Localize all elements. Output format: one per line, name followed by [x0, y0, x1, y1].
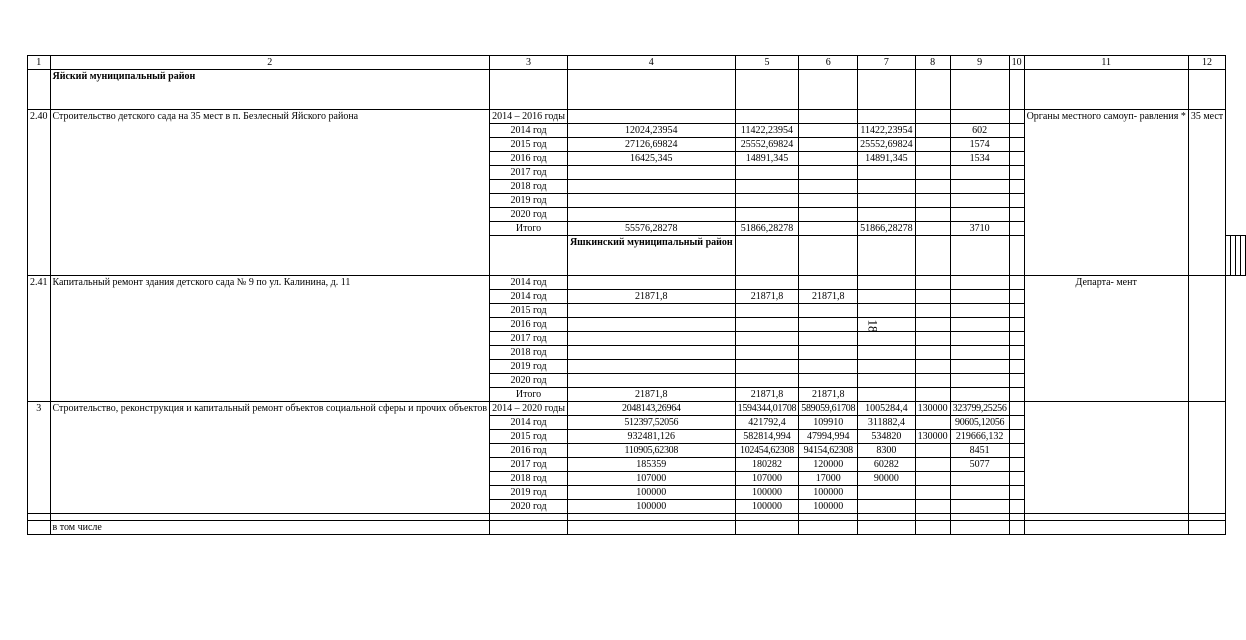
value-cell	[950, 346, 1009, 360]
value-cell: 323799,25256	[950, 402, 1009, 416]
value-cell	[915, 180, 950, 194]
value-cell	[915, 374, 950, 388]
value-cell: 130000	[915, 430, 950, 444]
value-cell: 12024,23954	[567, 124, 735, 138]
col-header: 8	[915, 56, 950, 70]
value-cell	[915, 458, 950, 472]
district-name: Яйский муниципальный район	[50, 70, 490, 110]
value-cell	[799, 110, 858, 124]
value-cell	[858, 180, 916, 194]
value-cell: 1594344,01708	[735, 402, 799, 416]
value-cell	[915, 444, 950, 458]
value-cell	[735, 360, 799, 374]
value-cell: 589059,61708	[799, 402, 858, 416]
value-cell	[799, 304, 858, 318]
value-cell	[799, 152, 858, 166]
value-cell: 180282	[735, 458, 799, 472]
value-cell: 2048143,26964	[567, 402, 735, 416]
value-cell: 100000	[799, 486, 858, 500]
year-cell: 2014 год	[490, 416, 568, 430]
value-cell	[567, 318, 735, 332]
value-cell	[950, 360, 1009, 374]
value-cell: 102454,62308	[735, 444, 799, 458]
year-cell: 2014 – 2020 годы	[490, 402, 568, 416]
value-cell: 11422,23954	[735, 124, 799, 138]
year-cell: 2015 год	[490, 138, 568, 152]
program-table	[27, 55, 1246, 535]
table-row	[28, 521, 1246, 535]
value-cell: 27126,69824	[567, 138, 735, 152]
value-cell	[915, 208, 950, 222]
item-number: 2.40	[28, 110, 51, 276]
column-number-row	[28, 56, 1246, 70]
value-cell: 1534	[950, 152, 1009, 166]
district-row	[28, 70, 1246, 110]
value-cell	[950, 374, 1009, 388]
value-cell: 94154,62308	[799, 444, 858, 458]
value-cell: 51866,28278	[858, 222, 916, 236]
value-cell	[799, 166, 858, 180]
year-cell: 2018 год	[490, 180, 568, 194]
value-cell	[950, 500, 1009, 514]
value-cell: 14891,345	[735, 152, 799, 166]
value-cell	[915, 388, 950, 402]
col-header: 2	[50, 56, 490, 70]
table-row	[28, 276, 1246, 290]
including-label: в том числе	[50, 521, 490, 535]
value-cell	[735, 276, 799, 290]
value-cell	[735, 208, 799, 222]
year-cell: 2014 – 2016 годы	[490, 110, 568, 124]
value-cell	[735, 180, 799, 194]
value-cell	[567, 346, 735, 360]
value-cell: 311882,4	[858, 416, 916, 430]
value-cell	[858, 166, 916, 180]
year-cell: 2014 год	[490, 290, 568, 304]
value-cell	[799, 318, 858, 332]
year-cell: 2014 год	[490, 124, 568, 138]
value-cell: 100000	[567, 486, 735, 500]
value-cell	[567, 374, 735, 388]
value-cell	[950, 208, 1009, 222]
value-cell	[567, 180, 735, 194]
col-header: 10	[1009, 56, 1024, 70]
value-cell	[799, 360, 858, 374]
value-cell	[858, 208, 916, 222]
value-cell	[799, 194, 858, 208]
value-cell	[950, 180, 1009, 194]
value-cell	[858, 486, 916, 500]
value-cell: 21871,8	[735, 290, 799, 304]
value-cell: 219666,132	[950, 430, 1009, 444]
value-cell	[950, 332, 1009, 346]
value-cell: 60282	[858, 458, 916, 472]
year-cell: 2019 год	[490, 486, 568, 500]
value-cell	[858, 360, 916, 374]
value-cell: 8451	[950, 444, 1009, 458]
value-cell: 107000	[567, 472, 735, 486]
value-cell	[735, 374, 799, 388]
value-cell	[735, 166, 799, 180]
value-cell	[915, 166, 950, 180]
value-cell	[735, 318, 799, 332]
value-cell	[950, 290, 1009, 304]
value-cell: 25552,69824	[858, 138, 916, 152]
value-cell: 185359	[567, 458, 735, 472]
value-cell	[858, 276, 916, 290]
value-cell: 8300	[858, 444, 916, 458]
value-cell	[915, 332, 950, 346]
col-header: 3	[490, 56, 568, 70]
value-cell	[915, 304, 950, 318]
value-cell	[735, 346, 799, 360]
value-cell: 110905,62308	[567, 444, 735, 458]
executor-cell: Органы местного самоуп- равления *	[1024, 110, 1188, 276]
value-cell	[915, 486, 950, 500]
value-cell: 100000	[799, 500, 858, 514]
year-cell: 2018 год	[490, 346, 568, 360]
value-cell: 534820	[858, 430, 916, 444]
value-cell	[735, 110, 799, 124]
value-cell	[858, 290, 916, 304]
value-cell	[799, 180, 858, 194]
value-cell	[915, 290, 950, 304]
executor-cell: Департа- мент	[1024, 276, 1188, 402]
value-cell: 1005284,4	[858, 402, 916, 416]
value-cell	[858, 110, 916, 124]
value-cell: 55576,28278	[567, 222, 735, 236]
value-cell	[950, 318, 1009, 332]
value-cell	[858, 500, 916, 514]
value-cell: 130000	[915, 402, 950, 416]
year-cell: 2017 год	[490, 332, 568, 346]
value-cell: 582814,994	[735, 430, 799, 444]
value-cell	[915, 360, 950, 374]
value-cell	[735, 332, 799, 346]
value-cell: 1574	[950, 138, 1009, 152]
value-cell	[950, 304, 1009, 318]
year-cell: 2020 год	[490, 500, 568, 514]
value-cell: 932481,126	[567, 430, 735, 444]
value-cell: 3710	[950, 222, 1009, 236]
value-cell: 51866,28278	[735, 222, 799, 236]
item-number: 3	[28, 402, 51, 514]
value-cell	[567, 208, 735, 222]
value-cell: 109910	[799, 416, 858, 430]
value-cell	[799, 138, 858, 152]
value-cell	[567, 276, 735, 290]
col-header: 12	[1188, 56, 1225, 70]
value-cell	[799, 124, 858, 138]
year-cell: 2014 год	[490, 276, 568, 290]
value-cell: 21871,8	[799, 290, 858, 304]
page-number: 18	[865, 319, 881, 333]
value-cell	[915, 110, 950, 124]
value-cell	[915, 124, 950, 138]
year-cell: 2020 год	[490, 208, 568, 222]
year-cell: 2017 год	[490, 166, 568, 180]
value-cell	[915, 472, 950, 486]
value-cell: 16425,345	[567, 152, 735, 166]
value-cell	[915, 152, 950, 166]
value-cell	[950, 166, 1009, 180]
col-header: 5	[735, 56, 799, 70]
value-cell: 90605,12056	[950, 416, 1009, 430]
capacity-cell: 35 мест	[1188, 110, 1225, 276]
value-cell	[950, 276, 1009, 290]
year-cell: 2020 год	[490, 374, 568, 388]
year-cell: 2015 год	[490, 304, 568, 318]
value-cell	[915, 222, 950, 236]
value-cell	[567, 110, 735, 124]
value-cell: 421792,4	[735, 416, 799, 430]
value-cell	[735, 194, 799, 208]
value-cell	[915, 416, 950, 430]
value-cell	[915, 318, 950, 332]
table-row	[28, 110, 1246, 124]
value-cell	[915, 500, 950, 514]
value-cell: 25552,69824	[735, 138, 799, 152]
col-header: 4	[567, 56, 735, 70]
value-cell: 21871,8	[567, 388, 735, 402]
value-cell: 90000	[858, 472, 916, 486]
value-cell: 120000	[799, 458, 858, 472]
value-cell	[567, 166, 735, 180]
value-cell: 107000	[735, 472, 799, 486]
value-cell	[915, 346, 950, 360]
year-cell: 2019 год	[490, 360, 568, 374]
value-cell: 17000	[799, 472, 858, 486]
value-cell	[799, 346, 858, 360]
value-cell	[915, 138, 950, 152]
col-header: 6	[799, 56, 858, 70]
year-cell: 2019 год	[490, 194, 568, 208]
value-cell	[915, 194, 950, 208]
value-cell	[799, 276, 858, 290]
year-cell: 2018 год	[490, 472, 568, 486]
value-cell: 5077	[950, 458, 1009, 472]
value-cell	[799, 222, 858, 236]
value-cell: 47994,994	[799, 430, 858, 444]
col-header: 9	[950, 56, 1009, 70]
table-row	[28, 402, 1246, 416]
value-cell	[858, 304, 916, 318]
year-cell: 2016 год	[490, 444, 568, 458]
year-cell: Итого	[490, 222, 568, 236]
district-name: Яшкинский муниципальный район	[567, 236, 735, 276]
item-title: Строительство детского сада на 35 мест в п. Безлесный Яйского района	[50, 110, 490, 276]
year-cell: Итого	[490, 388, 568, 402]
value-cell	[858, 346, 916, 360]
col-header: 7	[858, 56, 916, 70]
value-cell	[858, 332, 916, 346]
value-cell	[567, 304, 735, 318]
value-cell	[858, 374, 916, 388]
spacer-row	[28, 514, 1246, 521]
value-cell: 21871,8	[567, 290, 735, 304]
value-cell	[950, 194, 1009, 208]
year-cell: 2016 год	[490, 152, 568, 166]
year-cell: 2016 год	[490, 318, 568, 332]
value-cell	[950, 472, 1009, 486]
value-cell	[735, 304, 799, 318]
year-cell: 2015 год	[490, 430, 568, 444]
value-cell: 11422,23954	[858, 124, 916, 138]
value-cell	[567, 194, 735, 208]
item-title: Строительство, реконструкция и капитальный ремонт объектов социальной сферы и прочих объектов	[50, 402, 490, 514]
value-cell: 21871,8	[799, 388, 858, 402]
value-cell: 21871,8	[735, 388, 799, 402]
value-cell	[567, 360, 735, 374]
value-cell: 14891,345	[858, 152, 916, 166]
value-cell	[799, 332, 858, 346]
value-cell: 512397,52056	[567, 416, 735, 430]
value-cell	[799, 374, 858, 388]
value-cell	[858, 388, 916, 402]
value-cell: 602	[950, 124, 1009, 138]
item-title: Капитальный ремонт здания детского сада № 9 по ул. Калинина, д. 11	[50, 276, 490, 402]
col-header: 11	[1024, 56, 1188, 70]
value-cell: 100000	[735, 500, 799, 514]
value-cell	[915, 276, 950, 290]
value-cell: 100000	[567, 500, 735, 514]
value-cell	[799, 208, 858, 222]
item-number: 2.41	[28, 276, 51, 402]
year-cell: 2017 год	[490, 458, 568, 472]
value-cell	[567, 332, 735, 346]
value-cell	[950, 388, 1009, 402]
value-cell	[858, 194, 916, 208]
value-cell	[950, 486, 1009, 500]
value-cell: 100000	[735, 486, 799, 500]
value-cell	[950, 110, 1009, 124]
col-header: 1	[28, 56, 51, 70]
